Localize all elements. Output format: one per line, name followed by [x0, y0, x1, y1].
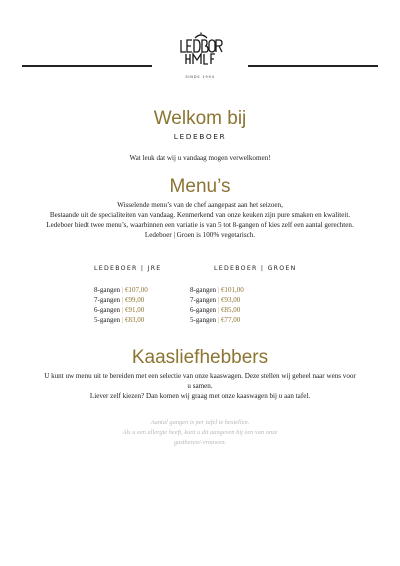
menu-row-separator: | — [217, 286, 221, 294]
note-line-3: gastheren/-vrouwen. — [173, 439, 227, 446]
menus-line-2: Bestaande uit de specialiteiten van vandaag. Kenmerkend van onze keuken zijn pure smaken en kwaliteit. — [49, 211, 351, 219]
menu-row-courses: 8-gangen — [94, 286, 121, 294]
menu-row-separator: | — [121, 286, 125, 294]
menu-row-price: €83,00 — [124, 316, 145, 324]
menu-row-separator: | — [217, 306, 221, 314]
note-line-1: Aantal gangen is per tafel te bestellen. — [150, 419, 250, 426]
menu-row — [190, 306, 240, 314]
cheese-line-2: u samen. — [187, 382, 213, 390]
menu-row-courses: 8-gangen — [190, 286, 217, 294]
menu-row-price: €107,00 — [124, 286, 148, 294]
header-rule-left — [22, 65, 152, 67]
menus-line-4: Ledeboer | Groen is 100% vegetarisch. — [144, 231, 256, 239]
cheese-line-1: U kunt uw menu uit te bereiden met een selectie van onze kaaswagen. Deze stellen wij geheel naar wens voor — [44, 372, 356, 380]
logo-tagline: SINDS 1994 — [185, 75, 215, 79]
menu-row-courses: 7-gangen — [190, 296, 217, 304]
menu-row-courses: 7-gangen — [94, 296, 121, 304]
menu-row-separator: | — [217, 296, 221, 304]
welcome-subtitle: LEDEBOER — [173, 132, 227, 141]
menu-row — [190, 286, 244, 294]
menu-row — [190, 316, 240, 324]
menus-line-1: Wisselende menu’s van de chef aangepast aan het seizoen, — [117, 201, 283, 209]
menu-row-courses: 5-gangen — [94, 316, 121, 324]
menu-row-price: €101,00 — [220, 286, 244, 294]
menu-row-courses: 6-gangen — [190, 306, 217, 314]
menu-row-separator: | — [121, 316, 125, 324]
menu-row — [94, 286, 148, 294]
menu-row-price: €91,00 — [124, 306, 145, 314]
ledeboer-logo — [178, 32, 224, 68]
header-rule-right — [248, 65, 378, 67]
menu-row-price: €85,00 — [220, 306, 241, 314]
menu-row-price: €93,00 — [220, 296, 241, 304]
menus-title: Menu’s — [169, 176, 231, 197]
menu-row — [94, 306, 144, 314]
menu-row — [94, 316, 144, 324]
menu-row-courses: 6-gangen — [94, 306, 121, 314]
menu-row-separator: | — [217, 316, 221, 324]
welcome-intro: Wat leuk dat wij u vandaag mogen verwelkomen! — [129, 154, 271, 162]
menu-row-price: €99,00 — [124, 296, 145, 304]
menu-row-separator: | — [121, 306, 125, 314]
menu-column-title-jre: LEDEBOER | JRE — [94, 265, 162, 272]
welcome-title: Welkom bij — [153, 108, 247, 129]
menu-row — [94, 296, 144, 304]
menus-line-3: Ledeboer biedt twee menu’s, waarbinnen een variatie is van 5 tot 8-gangen of kies zelf een aantal gerechten. — [46, 221, 354, 229]
menu-row — [190, 296, 240, 304]
cheese-title: Kaasliefhebbers — [131, 347, 269, 368]
menu-row-courses: 5-gangen — [190, 316, 217, 324]
menu-row-separator: | — [121, 296, 125, 304]
cheese-line-3: Liever zelf kiezen? Dan komen wij graag met onze kaaswagen bij u aan tafel. — [89, 392, 311, 400]
menu-row-price: €77,00 — [220, 316, 241, 324]
note-line-2: Als u een allergie heeft, kunt u dit aangeven bij een van onze — [122, 429, 278, 436]
menu-column-title-groen: LEDEBOER | GROEN — [214, 265, 297, 272]
